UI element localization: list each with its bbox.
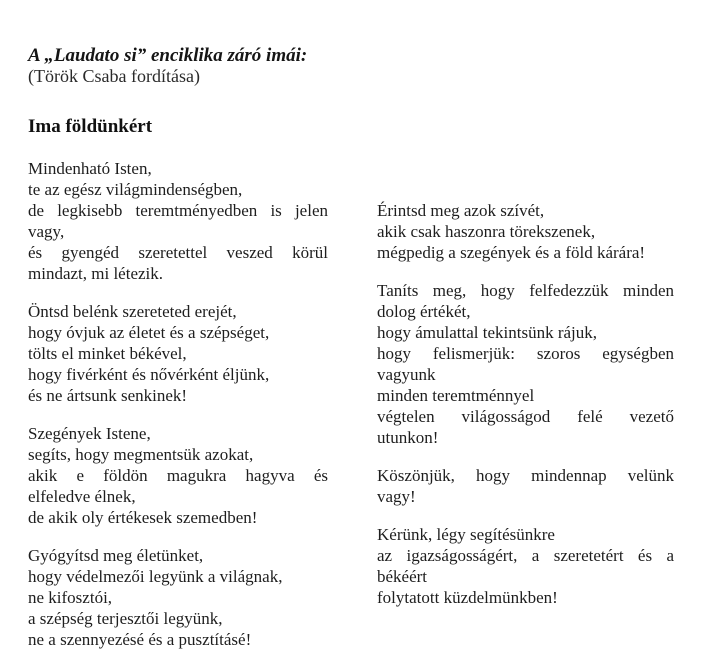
poem-line: folytatott küzdelmünkben! — [377, 588, 558, 607]
poem-line: Kérünk, légy segítésünkre — [377, 525, 555, 544]
poem-line: tölts el minket békével, — [28, 344, 187, 363]
prayer-heading: Ima földünkért — [28, 116, 153, 137]
poem-line: az igazságosságért, a szeretetért és a — [377, 546, 674, 565]
stanza — [377, 200, 674, 263]
poem-line: és ne ártsunk senkinek! — [28, 386, 188, 405]
poem-line: hogy fivérként és nővérként éljünk, — [28, 365, 270, 384]
poem-line: végtelen világosságod felé vezető — [377, 407, 674, 426]
poem-line: de legkisebb teremtményedben is jelen — [28, 201, 328, 220]
stanza — [377, 280, 674, 448]
poem-line: Köszönjük, hogy mindennap velünk — [377, 466, 674, 485]
left-column — [28, 158, 328, 650]
poem-line: és gyengéd szeretettel veszed körül — [28, 243, 328, 262]
poem-line: Érintsd meg azok szívét, — [377, 201, 545, 220]
poem-line: vagyunk — [377, 365, 436, 384]
poem-line: hogy óvjuk az életet és a szépséget, — [28, 323, 270, 342]
two-column-text — [28, 158, 674, 650]
poem-line: utunkon! — [377, 428, 439, 447]
poem-line: Mindenható Isten, — [28, 159, 152, 178]
stanza — [28, 545, 328, 650]
stanza — [377, 465, 674, 507]
poem-line: dolog értékét, — [377, 302, 471, 321]
poem-line: Szegények Istene, — [28, 424, 151, 443]
right-column — [377, 200, 674, 608]
poem-line: ne kifosztói, — [28, 588, 113, 607]
poem-line: segíts, hogy megmentsük azokat, — [28, 445, 254, 464]
stanza — [28, 423, 328, 528]
poem-line: de akik oly értékesek szemedben! — [28, 508, 258, 527]
poem-line: hogy felismerjük: szoros egységben — [377, 344, 674, 363]
translator-credit: (Török Csaba fordítása) — [28, 66, 200, 86]
stanza — [28, 301, 328, 406]
poem-line: minden teremtménnyel — [377, 386, 535, 405]
poem-line: mégpedig a szegények és a föld kárára! — [377, 243, 646, 262]
stanza — [28, 158, 328, 284]
poem-line: Gyógyítsd meg életünket, — [28, 546, 204, 565]
poem-line: a szépség terjesztői legyünk, — [28, 609, 223, 628]
poem-line: elfeledve élnek, — [28, 487, 136, 506]
poem-line: Taníts meg, hogy felfedezzük minden — [377, 281, 674, 300]
poem-line: te az egész világmindenségben, — [28, 180, 243, 199]
poem-line: hogy ámulattal tekintsünk rájuk, — [377, 323, 598, 342]
poem-line: békéért — [377, 567, 428, 586]
poem-line: ne a szennyezésé és a pusztításé! — [28, 630, 252, 649]
poem-line: mindazt, mi létezik. — [28, 264, 164, 283]
document-title: A „Laudato si” enciklika záró imái: — [28, 45, 308, 66]
poem-line: Öntsd belénk szereteted erejét, — [28, 302, 237, 321]
poem-line: hogy védelmezői legyünk a világnak, — [28, 567, 283, 586]
poem-line: vagy, — [28, 222, 65, 241]
poem-line: akik e földön magukra hagyva és — [28, 466, 328, 485]
stanza — [377, 524, 674, 608]
poem-line: akik csak haszonra törekszenek, — [377, 222, 596, 241]
poem-line: vagy! — [377, 487, 416, 506]
